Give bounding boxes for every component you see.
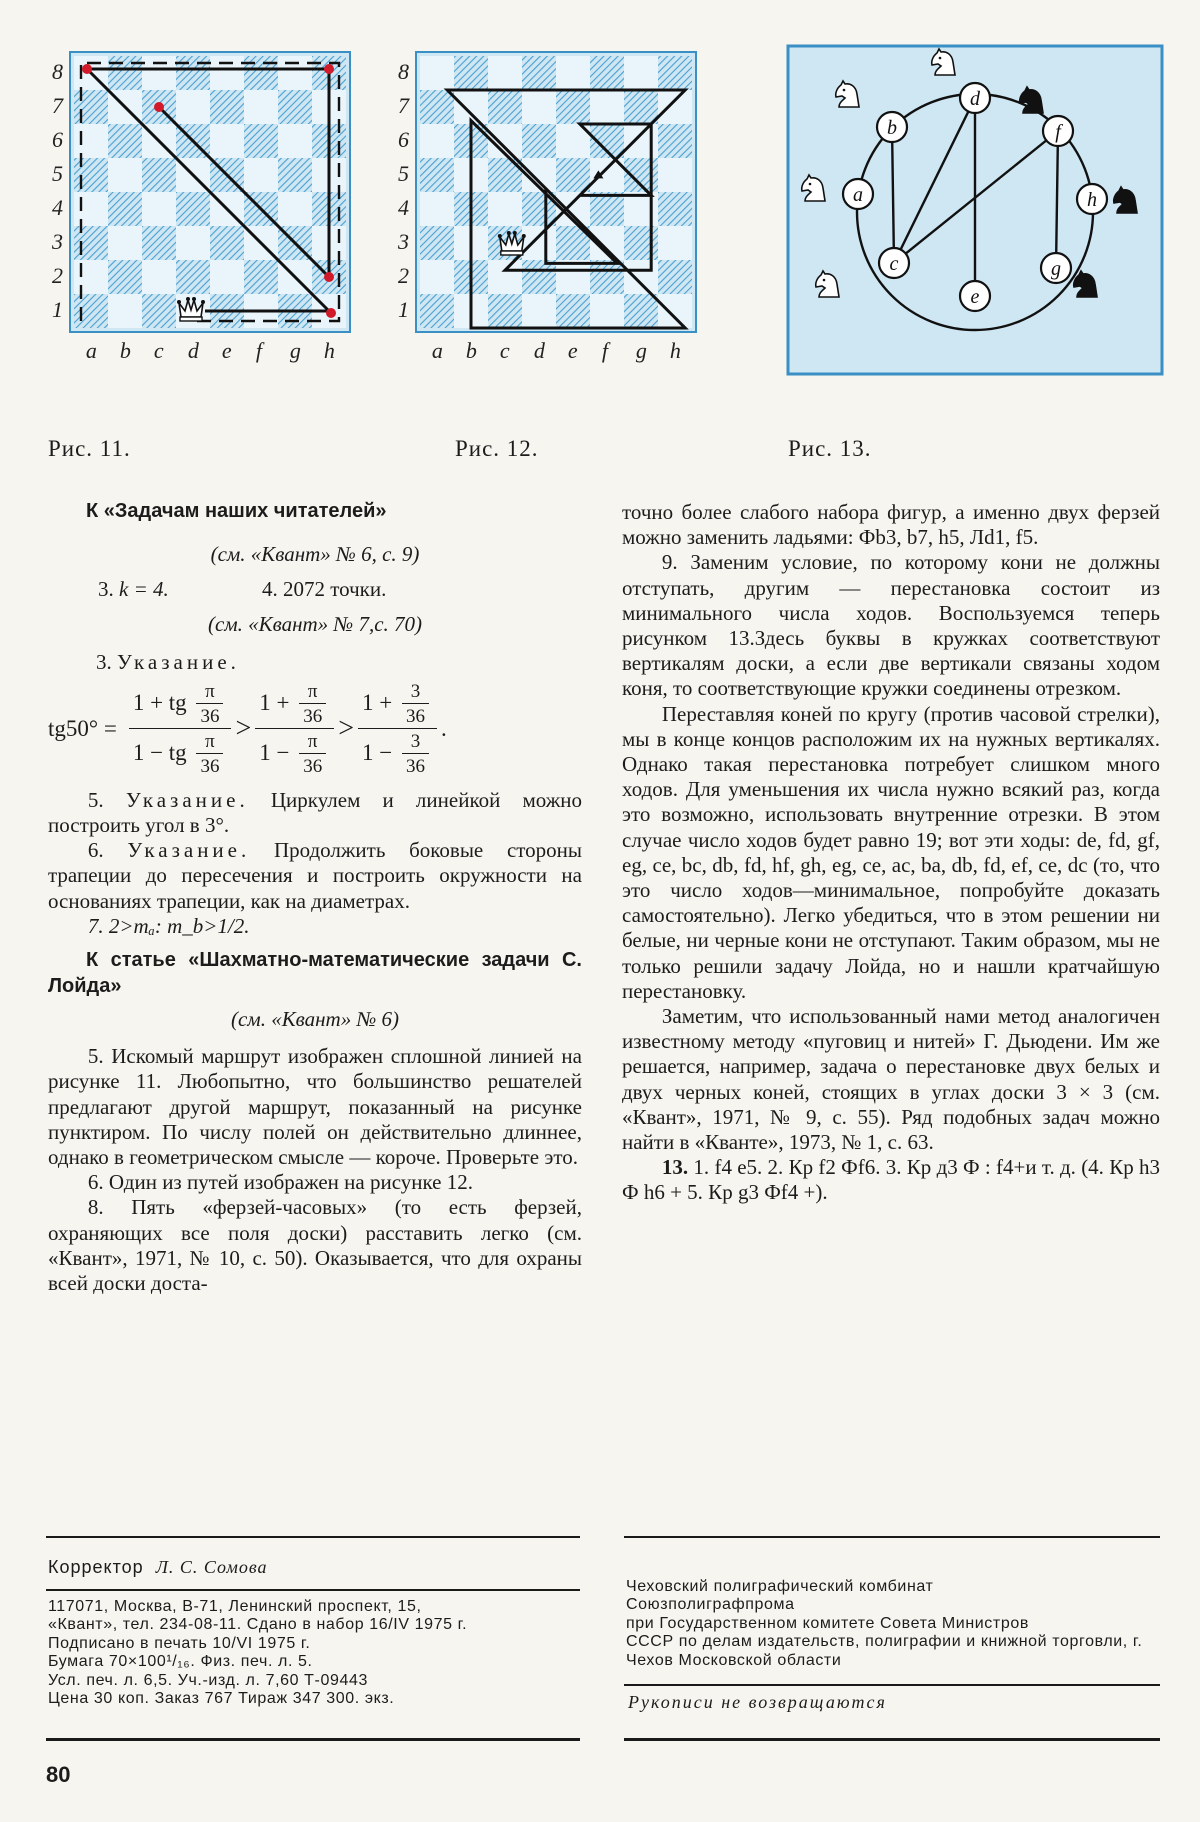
rank-label: 3 [398, 229, 409, 255]
board-square [522, 56, 556, 90]
formula-gt-1: > [235, 713, 252, 745]
board-square [556, 294, 590, 328]
board-square [624, 260, 658, 294]
imprint-left-line: Усл. печ. л. 6,5. Уч.-изд. л. 7,60 Т-09443 [48, 1671, 368, 1689]
board-square [590, 192, 624, 226]
corrector-line: Корректор Л. С. Сомова [48, 1557, 268, 1577]
file-label: g [635, 338, 647, 363]
para-answer-5: 5. Искомый маршрут изображен сплошной линией на рисунке 11. Любопытно, что большинство решателей предлагают другой маршрут, показанный на рисунке пунктиром. По числу полей он действительно длиннее, однако в геометрическом смысле — короче. Проверьте это. [48, 1044, 582, 1170]
board-square [420, 56, 454, 90]
ans4-text: 2072 точки. [283, 577, 387, 602]
section-title-readers: К «Задачам наших читателей» [86, 500, 387, 522]
board-square [244, 124, 278, 158]
board-square [624, 90, 658, 124]
board-square [420, 192, 454, 226]
figure-12 [398, 40, 750, 363]
board-square [420, 124, 454, 158]
board-square [210, 260, 244, 294]
board-square [590, 294, 624, 328]
para-note: Заметим, что использованный нами метод аналогичен известному методу «пуговиц и нитей» Г. Дьюдени. Им же решается, например, задача о перестановке двух белых и двух черных коней, стоящих в углах доски 3 × 3 (см. «Квант», 1971, № 9, с. 55). Ряд подобных задач можно найти в «Кванте», 1973, № 1, с. 63. [622, 1004, 1160, 1155]
board-square [210, 226, 244, 260]
rank-label: 4 [398, 195, 409, 221]
file-label: a [431, 338, 443, 363]
rule-left-top [46, 1536, 580, 1538]
rank-label: 1 [52, 297, 63, 323]
file-label: f [255, 338, 263, 363]
board-square [624, 124, 658, 158]
file-label: h [323, 338, 335, 363]
board-square [108, 260, 142, 294]
board-square [522, 124, 556, 158]
board-square [108, 192, 142, 226]
right-column [622, 500, 1160, 1206]
board-square [624, 294, 658, 328]
rank-label: 5 [52, 161, 63, 187]
board-square [142, 56, 176, 90]
para-answer-6: 6. Один из путей изображен на рисунке 12. [87, 1170, 473, 1195]
board-square [420, 260, 454, 294]
board-square [658, 192, 692, 226]
para-hint-5: 5. Указание. Циркулем и линейкой можно построить угол в 3°. [48, 787, 582, 838]
imprint-left-line: Цена 30 коп. Заказ 767 Тираж 347 300. экз. [48, 1690, 395, 1708]
board-square [488, 90, 522, 124]
rank-label: 6 [52, 127, 63, 153]
figure-13 [786, 44, 1164, 376]
rule-right-bottom [624, 1738, 1160, 1741]
route-point [154, 102, 164, 112]
para-answer-8: 8. Пять «ферзей-часовых» (то есть ферзей, охраняющих все поля доски) расставить легко (см. «Квант», 1971, № 10, с. 50). Оказывается, что для охраны всей доски доста- [48, 1195, 582, 1296]
imprint-right-line: СССР по делам издательств, полиграфии и книжной торговли, г. Чехов Московской области [626, 1633, 1143, 1669]
board-square [176, 56, 210, 90]
board-square [590, 90, 624, 124]
rank-label: 1 [398, 297, 409, 323]
board-square [556, 90, 590, 124]
board-square [522, 226, 556, 260]
para-answer-13: 13. 1. f4 e5. 2. Кр f2 Фf6. 3. Кр д3 Ф : f4+и т. д. (4. Кр h3 Ф h6 + 5. Кр g3 Фf4 +). [622, 1155, 1160, 1205]
board-square [176, 260, 210, 294]
board-square [244, 56, 278, 90]
formula-lhs: tg50° = [48, 716, 117, 742]
rule-right-top [624, 1536, 1160, 1538]
para-continued: точно более слабого набора фигур, а именно двух ферзей можно заменить ладьями: Фb3, b7, h5, Лd1, f5. [622, 500, 1160, 550]
file-label: e [221, 338, 232, 363]
ans3-text: k = 4. [119, 577, 169, 602]
fig12-board [398, 40, 750, 363]
imprint-right [626, 1578, 1160, 1670]
para-7: 7. 2>mₐ: m_b>1/2. [87, 913, 250, 938]
fraction-1: 1 + tg $\frac{\pi}{36}$ 1 − tg $\frac{\pi}{36}$ [129, 681, 232, 778]
rank-label: 8 [398, 59, 409, 85]
left-column [48, 498, 582, 1296]
hint3-label: Указание. [117, 649, 240, 674]
rank-label: 4 [52, 195, 63, 221]
board-square [142, 192, 176, 226]
formula-gt-2: > [338, 713, 355, 745]
board-square [210, 90, 244, 124]
board-square [624, 226, 658, 260]
fraction-2: 1 + $\frac{\pi}{36}$ 1 − $\frac{\pi}{36}$ [255, 681, 334, 778]
fig11-caption: Рис. 11. [48, 436, 131, 461]
rule-left-bottom [46, 1738, 580, 1741]
node-label: b [887, 117, 897, 139]
fig12-caption: Рис. 12. [455, 436, 539, 461]
route-point [324, 64, 334, 74]
board-square [488, 192, 522, 226]
board-square [108, 294, 142, 328]
node-label: h [1087, 189, 1097, 211]
route-point [326, 308, 336, 318]
board-square [278, 90, 312, 124]
imprint-left [48, 1598, 580, 1708]
node-label: c [889, 253, 899, 275]
board-square [488, 56, 522, 90]
file-label: d [533, 338, 545, 363]
file-label: b [119, 338, 131, 363]
board-square [74, 260, 108, 294]
ref-kvant-6b: (см. «Квант» № 6) [230, 1007, 399, 1032]
board-square [74, 158, 108, 192]
para-hint-6: 6. Указание. Продолжить боковые стороны трапеции до пересечения и построить окружности на основаниях трапеции, как на диаметрах. [48, 838, 583, 913]
node-label: f [1055, 121, 1061, 143]
fig13-caption: Рис. 13. [788, 436, 872, 461]
board-square [658, 158, 692, 192]
fig11-board [38, 40, 398, 363]
board-square [590, 56, 624, 90]
no-return-note: Рукописи не возвращаются [628, 1692, 887, 1712]
board-square [278, 124, 312, 158]
board-square [74, 124, 108, 158]
board-square [522, 90, 556, 124]
board-square [244, 260, 278, 294]
board-square [108, 226, 142, 260]
board-square [488, 260, 522, 294]
board-square [420, 294, 454, 328]
board-square [74, 192, 108, 226]
board-square [74, 226, 108, 260]
board-square [522, 294, 556, 328]
file-label: d [187, 338, 199, 363]
board-square [658, 56, 692, 90]
ref-kvant-6: (см. «Квант» № 6, с. 9) [210, 542, 420, 566]
imprint-right-line: Союзполиграфпрома [626, 1596, 795, 1614]
board-square [454, 56, 488, 90]
rank-label: 7 [398, 93, 409, 119]
rank-label: 7 [52, 93, 63, 119]
file-label: b [465, 338, 477, 363]
rank-label: 6 [398, 127, 409, 153]
board-square [488, 294, 522, 328]
board-square [420, 90, 454, 124]
board-square [556, 158, 590, 192]
fraction-3: 1 + $\frac{3}{36}$ 1 − $\frac{3}{36}$ [358, 681, 437, 778]
board-square [176, 192, 210, 226]
file-label: g [289, 338, 301, 363]
board-square [624, 56, 658, 90]
board-square [556, 260, 590, 294]
board-square [108, 56, 142, 90]
imprint-left-line: Подписано в печать 10/VI 1975 г. [48, 1634, 311, 1652]
file-label: c [153, 338, 164, 363]
board-square [658, 294, 692, 328]
board-square [176, 226, 210, 260]
node-label: e [970, 286, 980, 308]
ref-kvant-7: (см. «Квант» № 7,с. 70) [207, 612, 423, 637]
rank-label: 2 [398, 263, 409, 289]
board-square [142, 158, 176, 192]
board-square [658, 260, 692, 294]
board-square [244, 158, 278, 192]
node-label: d [970, 88, 980, 110]
imprint-left-line: «Квант», тел. 234-08-11. Сдано в набор 16/IV 1975 г. [48, 1616, 468, 1634]
board-square [420, 226, 454, 260]
file-label: a [85, 338, 97, 363]
route-point [82, 64, 92, 74]
imprint-left-line: Бумага 70×100¹/₁₆. Физ. печ. л. 5. [48, 1653, 313, 1671]
board-square [176, 90, 210, 124]
board-square [74, 294, 108, 328]
formula-tg50 [48, 681, 582, 778]
board-square [108, 158, 142, 192]
rank-label: 5 [398, 161, 409, 187]
file-label: e [567, 338, 578, 363]
rank-label: 3 [52, 229, 63, 255]
route-point [324, 272, 334, 282]
board-square [658, 90, 692, 124]
board-square [278, 158, 312, 192]
file-label: h [669, 338, 681, 363]
board-square [108, 124, 142, 158]
ans4-number: 4. [262, 577, 278, 602]
ans3-number: 3. [98, 577, 114, 602]
rank-label: 8 [52, 59, 63, 85]
board-square [658, 226, 692, 260]
para-permutation: Переставляя коней по кругу (против часовой стрелки), мы в конце концов расположим их на нужных вертикалях. Однако такая перестановка потребует слишком много ходов. Для уменьшения их числа нужно всякий раз, когда это возможно, использовать внутренние отрезки. В этом случае число ходов будет равно 19; вот эти ходы: de, fd, gf, eg, ce, bc, db, fd, hf, gh, eg, ce, ac, ba, db, fd, ef, ce, dc (то, что это число ходов—минимальное, попробуйте доказать самостоятельно). Легко убедиться, что в этом решении ни белые, ни черные кони не отступают. Таким образом, мы не только решили задачу Лойда, но и нашли кратчайшую перестановку. [622, 701, 1160, 1003]
board-square [556, 56, 590, 90]
board-square [590, 260, 624, 294]
board-square [74, 90, 108, 124]
board-square [278, 56, 312, 90]
rule-left-mid [46, 1589, 580, 1591]
board-square [210, 56, 244, 90]
hint3-number: 3. [96, 649, 112, 674]
file-label: c [499, 338, 510, 363]
board-square [278, 192, 312, 226]
imprint-right-line: при Государственном комитете Совета Министров [626, 1614, 1029, 1632]
rule-right-mid [624, 1684, 1160, 1686]
board-square [522, 260, 556, 294]
node-label: a [853, 184, 863, 206]
imprint-left-line: 117071, Москва, В-71, Ленинский проспект, 15, [48, 1598, 422, 1615]
figure-11 [38, 40, 398, 363]
file-label: f [601, 338, 609, 363]
section-title-loyd: К статье «Шахматно-математические задачи С. Лойда» [48, 949, 582, 998]
page-number: 80 [46, 1762, 71, 1787]
board-square [624, 192, 658, 226]
board-square [142, 226, 176, 260]
board-square [210, 124, 244, 158]
formula-dot: . [441, 716, 447, 742]
para-answer-9: 9. Заменим условие, по которому кони не должны отступать, другим — перестановка состоит из минимального числа ходов. Воспользуемся теперь рисунком 13.Здесь буквы в кружках соответствуют вертикалям доски, а если две вертикали связаны ходом коня, то соответствующие кружки соединены отрезком. [622, 550, 1160, 701]
board-square [658, 124, 692, 158]
board-square [142, 260, 176, 294]
board-square [244, 90, 278, 124]
board-square [142, 294, 176, 328]
board-square [488, 158, 522, 192]
board-square [420, 158, 454, 192]
imprint-right-line: Чеховский полиграфический комбинат [626, 1578, 934, 1595]
fig13-knight-graph [786, 44, 1164, 376]
answers-3-4 [98, 577, 582, 602]
hint-3 [96, 650, 582, 675]
rank-label: 2 [52, 263, 63, 289]
node-label: g [1051, 258, 1061, 280]
